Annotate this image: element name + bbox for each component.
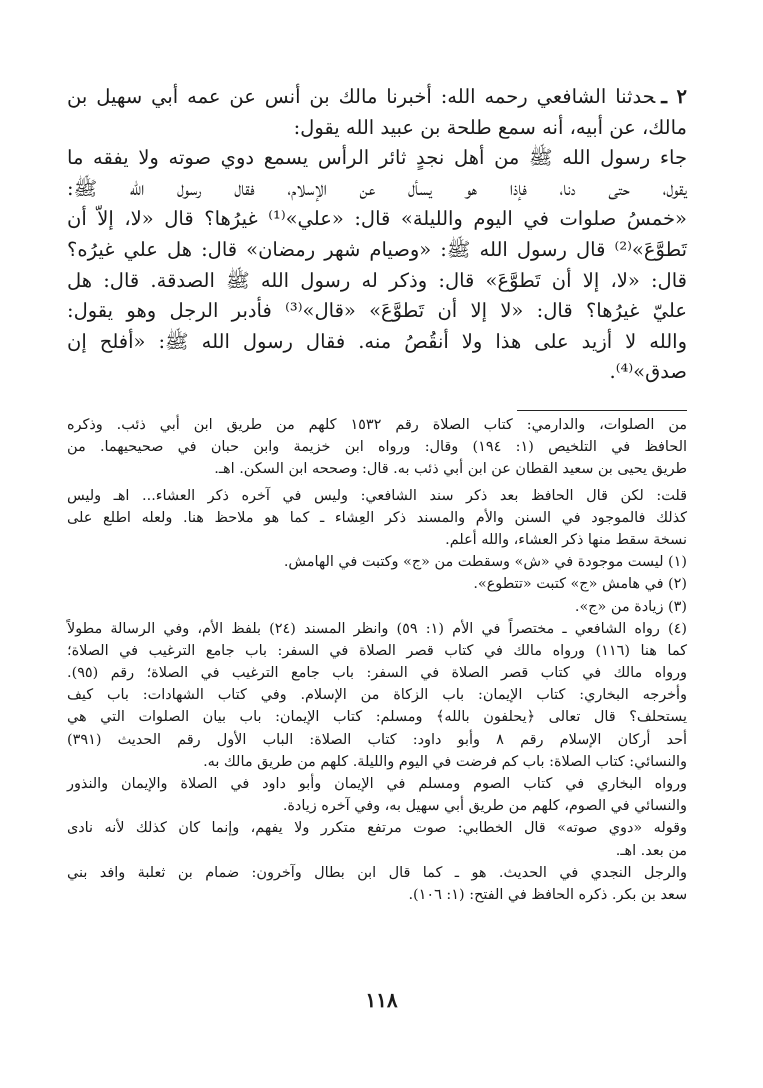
hadith-line: عليّ غيرُها؟ قال: «لا إلا أن تَطوَّعَ» «قال»⁽³⁾ فأدبر الرجل وهو يقول: [67, 299, 687, 323]
hadith-line: والله لا أزيد على هذا ولا أنقُصُ منه. فقال رسول الله ﷺ: «أفلح إن [67, 329, 687, 353]
footnote-4-line: ورواه مالك في كتاب قصر الصلاة في السفر: باب جامع الترغيب في الصلاة؛ رقم (٩٥). [67, 665, 687, 682]
footnote-4-line: (٤) رواه الشافعي ـ مختصراً في الأم (١: ٥٩) وانظر المسند (٢٤) بلفظ الأم، وفي الرسالة مطولاً [67, 620, 687, 637]
hadith-number: ٢ ـ [661, 85, 687, 108]
hadith-line: جاء رسول الله ﷺ من أهل نجدٍ ثائر الرأس يسمع دوي صوته ولا يفقه ما [67, 146, 687, 170]
footnote-line: الحافظ في التلخيص (١: ١٩٤) وقال: ورواه ابن خزيمة وابن حبان في صحيحيهما. من [67, 439, 687, 456]
footnote-line: طريق يحيى بن سعيد القطان عن ابن أبي ذئب به. قال: وصححه ابن السكن. اهـ. [214, 461, 687, 478]
hadith-line: ٢ ـحدثنا الشافعي رحمه الله: أخبرنا مالك بن أنس عن عمه أبي سهيل بن [67, 85, 687, 108]
footnote-1: (١) ليست موجودة في «ش» وسقطت من «ج» وكتبت في الهامش. [283, 554, 687, 571]
page-number: ١١٨ [365, 988, 398, 1012]
footnote-line: ورواه البخاري في كتاب الصوم ومسلم في الإيمان وأبو داود في الصلاة والإيمان والنذور [67, 776, 687, 792]
footnote-separator [517, 410, 687, 411]
footnote-4-line: وأخرجه البخاري: كتاب الإيمان: باب الزكاة من الإسلام. وفي كتاب الشهادات: باب كيف [67, 687, 687, 704]
hadith-line: قال: «لا، إلا أن تَطوَّعَ» قال: وذكر له رسول الله ﷺ الصدقة. قال: هل [67, 268, 687, 292]
hadith-line: يقول، حتى دنا، فإذا هو يسأل عن الإسلام، فقال رسول الله ﷺ: [67, 176, 687, 200]
hadith-line: «خمسُ صلوات في اليوم والليلة» قال: «علي»⁽¹⁾ غيرُها؟ قال «لا، إلاّ أن [67, 207, 687, 231]
footnotes [67, 414, 687, 906]
footnote-line: من الصلوات، والدارمي: كتاب الصلاة رقم ١٥٣٢ كلهم من طريق ابن أبي ذئب. وذكره [67, 417, 687, 433]
footnote-line: سعد بن بكر. ذكره الحافظ في الفتح: (١: ١٠٦). [408, 886, 687, 903]
footnote-line: والنسائي في الصوم، كلهم من طريق أبي سهيل به، وفي آخره زيادة. [282, 798, 687, 815]
hadith-text [67, 82, 687, 388]
footnote-4-line: يستحلف؟ قال تعالى ﴿يحلفون بالله﴾ ومسلم: كتاب الإيمان: باب بيان الصلوات التي هي [67, 709, 687, 726]
footnote-line: نسخة سقط منها ذكر العشاء، والله أعلم. [445, 531, 687, 548]
footnote-2: (٢) في هامش «ج» كتبت «تتطوع». [473, 576, 687, 593]
footnote-line: من بعد. اهـ. [615, 842, 687, 859]
footnote-4-line: والنسائي: كتاب الصلاة: باب كم فرضت في اليوم والليلة. كلهم من طريق مالك به. [203, 753, 687, 770]
footnote-4-line: كما هنا (١١٦) ورواه مالك في كتاب قصر الصلاة في السفر: باب جامع الترغيب في الصلاة؛ [67, 642, 687, 659]
footnote-line: قلت: لكن قال الحافظ بعد ذكر سند الشافعي: وليس في آخره ذكر العشاء... اهـ وليس [67, 487, 687, 504]
footnote-3: (٣) زيادة من «ج». [574, 598, 687, 615]
hadith-line: صدق»⁽⁴⁾. [609, 360, 687, 384]
footnote-4-line: أحد أركان الإسلام رقم ٨ وأبو داود: كتاب الصلاة: الباب الأول رقم الحديث (٣٩١) [67, 731, 687, 748]
hadith-line: تَطوَّعَ»⁽²⁾ قال رسول الله ﷺ: «وصيام شهر رمضان» قال: هل علي غيرُه؟ [67, 237, 687, 261]
hadith-line: مالك، عن أبيه، أنه سمع طلحة بن عبيد الله يقول: [293, 115, 687, 139]
footnote-line: وقوله «دوي صوته» قال الخطابي: صوت مرتفع متكرر ولا يفهم، وإنما كان كذلك لأنه نادى [67, 820, 687, 837]
footnote-line: والرجل النجدي في الحديث. هو ـ كما قال ابن بطال وآخرون: ضمام بن ثعلبة وافد بني [67, 864, 687, 881]
footnote-line: كذلك فالموجود في السنن والأم والمسند ذكر العِشاء ـ كما هو ملاحظ هنا. ولعله اطلع على [67, 509, 687, 526]
